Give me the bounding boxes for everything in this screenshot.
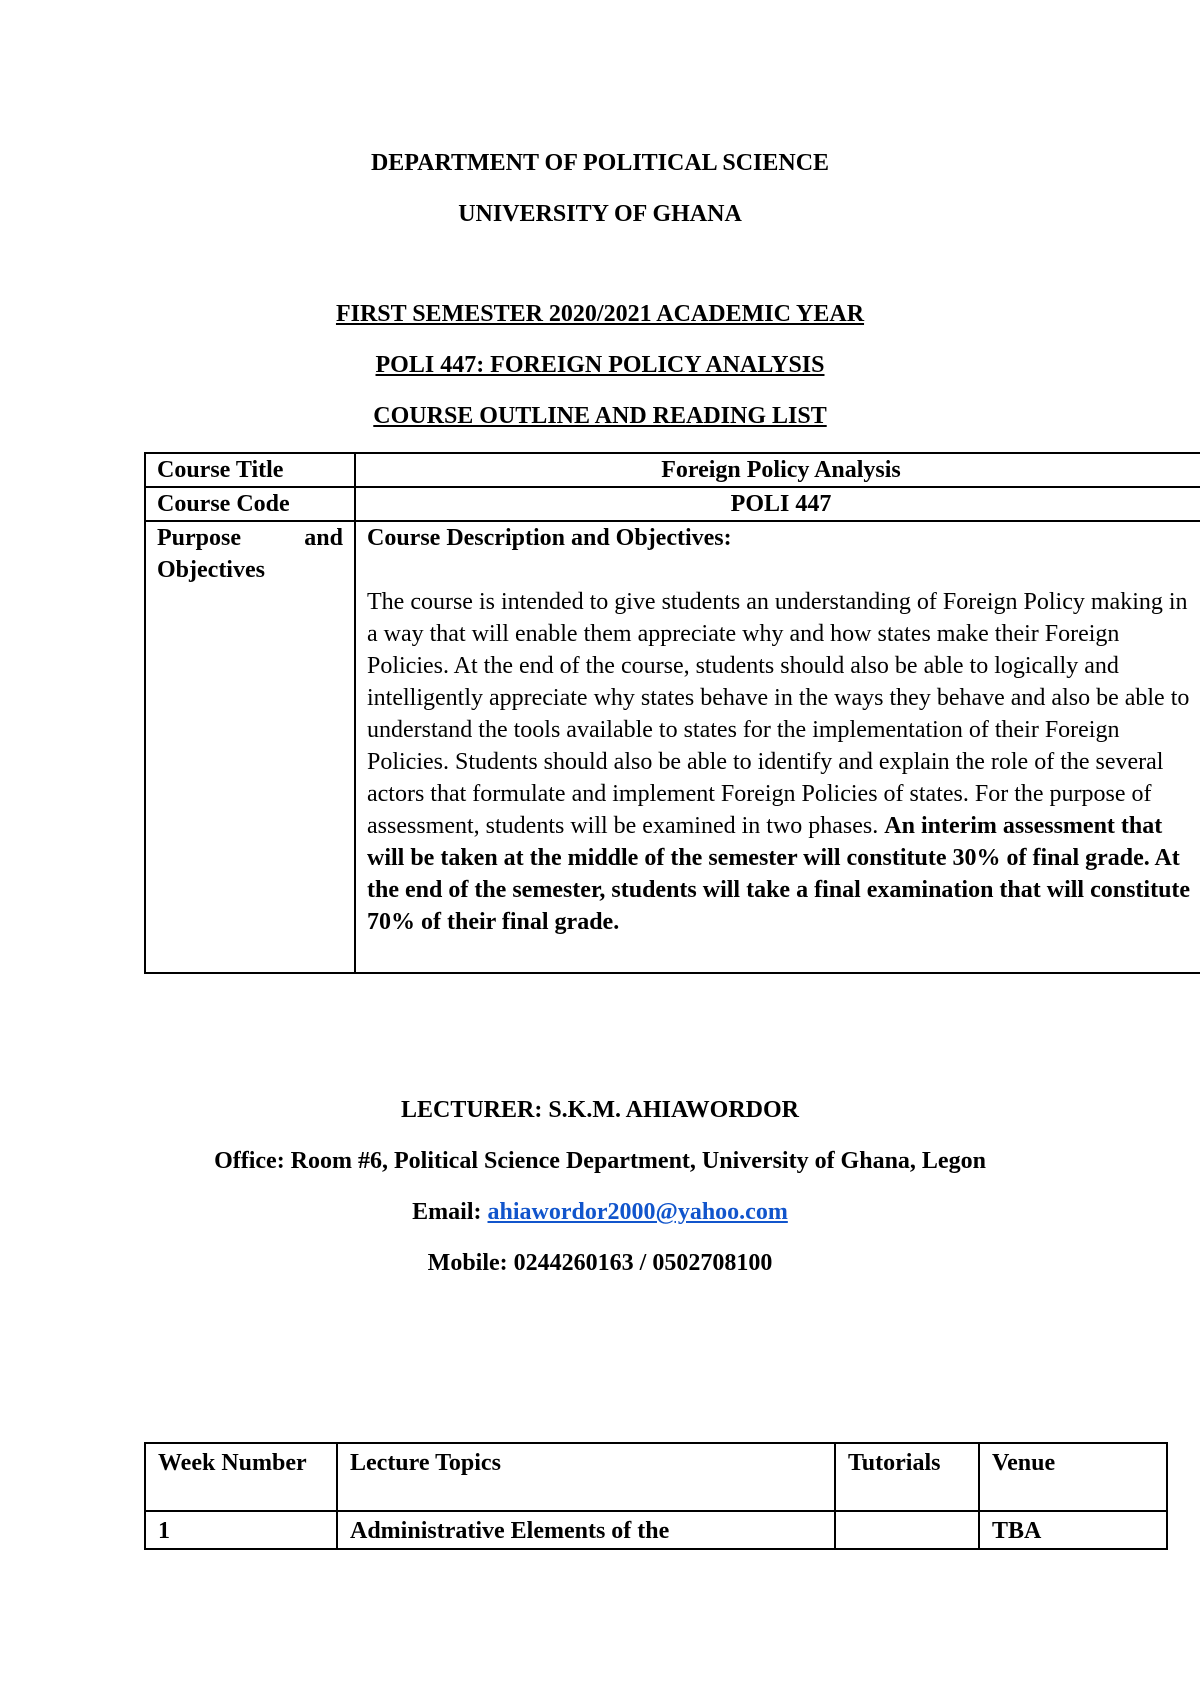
outline-text: COURSE OUTLINE AND READING LIST: [373, 403, 827, 429]
department-heading: DEPARTMENT OF POLITICAL SCIENCE: [370, 150, 830, 176]
semester-heading: [0, 299, 1200, 329]
course-heading: [0, 350, 1200, 380]
description-body: [367, 586, 1195, 972]
lecturer-mobile: Mobile: 0244260163 / 0502708100: [427, 1250, 773, 1276]
cell-week: 1: [145, 1511, 337, 1549]
header-lecture-topics: Lecture Topics: [337, 1443, 835, 1511]
cell-topic: Administrative Elements of the: [337, 1511, 835, 1549]
lecturer-email-line: [140, 1197, 1060, 1227]
purpose-label: Purpose and: [157, 525, 343, 551]
table-row: [145, 1511, 1167, 1549]
header-week: Week Number: [145, 1443, 337, 1511]
header-venue: Venue: [979, 1443, 1167, 1511]
table-row: [145, 453, 1200, 487]
lecturer-office: Office: Room #6, Political Science Department, University of Ghana, Legon: [214, 1148, 986, 1174]
description-heading: Course Description and Objectives:: [367, 525, 732, 551]
cell-venue: TBA: [979, 1511, 1167, 1549]
course-info-table: [144, 452, 1200, 974]
assessment-text: An interim assessment that will be taken at the middle of the semester will constitute 30% of final grade. At the end of the semester, students will take a final examination that will constitute 70% of their final grade.: [367, 813, 1191, 935]
table-header-row: [145, 1443, 1167, 1511]
cell-tutorials: [835, 1511, 979, 1549]
table-row: [145, 487, 1200, 521]
lecturer-name: LECTURER: S.K.M. AHIAWORDOR: [400, 1097, 800, 1123]
course-code-value: POLI 447: [355, 487, 1200, 521]
table-row: [145, 521, 1200, 973]
outline-heading: [0, 401, 1200, 431]
email-label: Email:: [412, 1199, 482, 1225]
schedule-table: [144, 1442, 1168, 1550]
course-code-label: Course Code: [145, 487, 355, 521]
description-text: The course is intended to give students an understanding of Foreign Policy making in a way that will enable them appreciate why and how states make their Foreign Policies. At the end of the course, students should also be able to logically and intelligently appreciate why states behave in the ways they behave and also be able to understand the tools available to states for the implementation of their Foreign Policies. Students should also be able to identify and explain the role of the several actors that formulate and implement Foreign Policies of states. For the purpose of assessment, students will be examined in two phases.: [367, 589, 1190, 839]
description-cell: [355, 521, 1200, 973]
course-title-value: Foreign Policy Analysis: [355, 453, 1200, 487]
purpose-label-cell: [145, 521, 355, 973]
email-link[interactable]: ahiawordor2000@yahoo.com: [487, 1199, 788, 1225]
course-text: POLI 447: FOREIGN POLICY ANALYSIS: [375, 352, 825, 378]
semester-text: FIRST SEMESTER 2020/2021 ACADEMIC YEAR: [335, 301, 865, 327]
university-heading: UNIVERSITY OF GHANA: [458, 201, 742, 227]
objectives-label: Objectives: [157, 557, 265, 583]
course-title-label: Course Title: [145, 453, 355, 487]
header-tutorials: Tutorials: [835, 1443, 979, 1511]
